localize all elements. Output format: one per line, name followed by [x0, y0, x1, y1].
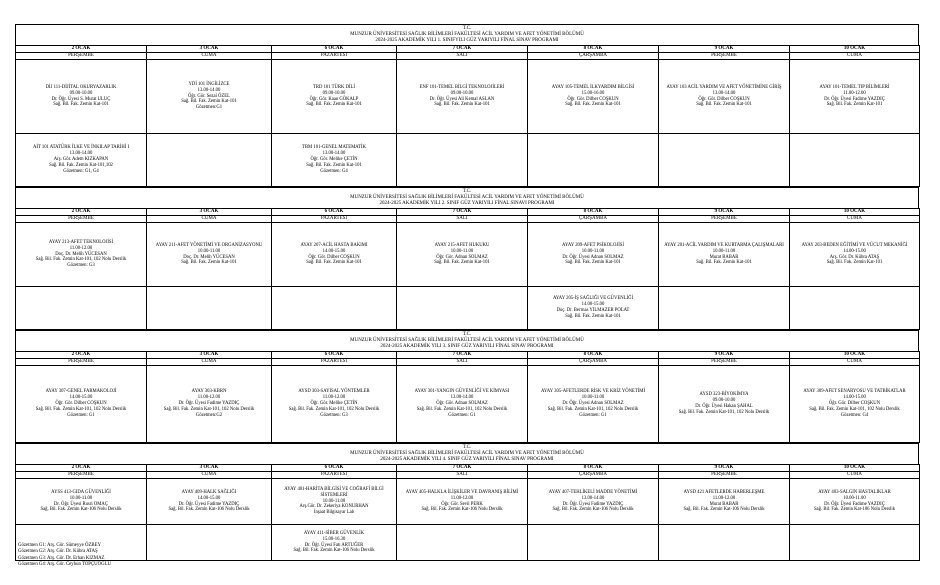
exam-cell — [397, 287, 528, 330]
course-title: AYAY 213-AFET TEKNOLOJİSİ — [48, 239, 114, 245]
exam-detail: Doç. Dr. Melih YÜCESAN — [183, 254, 235, 260]
exam-detail: Sağ. Bil. Fak. Zemin Kat-101, 102 Nolu Derslik — [163, 406, 255, 412]
exam-detail: 10.00-11.00 — [843, 495, 866, 501]
exam-cell — [16, 287, 147, 330]
exam-detail: Sağ. Bil. Fak. Zemin Kat-106 Nolu Derslik — [168, 507, 250, 513]
exam-detail: Sağ. Bil. Fak. Zemin Kat-106 Nolu Derslik — [40, 507, 122, 513]
exam-cell — [272, 134, 397, 187]
exam-detail: 13.00-14.00 — [712, 90, 736, 96]
weekday-cell: CUMA — [790, 53, 920, 60]
course-title: AYAY 211-AFET YÖNETİMİ VE ORGANİZASYONU — [155, 242, 263, 248]
exam-cell — [16, 479, 147, 525]
exam-row — [16, 134, 920, 187]
exam-detail: Dr. Öğr. Üyesi Adnan SOLMAZ — [562, 401, 624, 407]
exam-detail: Sağ. Bil. Fak. Zemin Kat-101, 102 Nolu Derslik — [678, 409, 770, 415]
weekday-cell: PAZARTESİ — [272, 216, 397, 223]
schedule-table — [15, 464, 920, 561]
exam-detail: Dr. Öğr. Üyesi Hakan ŞAHAL — [695, 404, 753, 409]
weekday-cell: ÇARŞAMBA — [528, 472, 659, 479]
exam-detail: Doç. Dr. Melih YÜCESAN — [55, 251, 107, 257]
date-cell: 2 OCAK — [16, 46, 147, 53]
weekday-cell: CUMA — [790, 359, 920, 366]
weekday-cell: PAZARTESİ — [272, 472, 397, 479]
exam-cell — [790, 287, 920, 330]
exam-detail: Öğr. Gör. Kaan GÖKALP — [309, 96, 359, 102]
section-header — [15, 443, 919, 464]
weekday-cell: ÇARŞAMBA — [528, 216, 659, 223]
exam-cell — [397, 223, 528, 287]
exam-cell — [16, 60, 147, 134]
exam-detail: Sağ. Bil. Fak. Zemin Kat-106 Nolu Derslik — [552, 507, 634, 513]
exam-cell — [790, 525, 920, 561]
exam-detail: Arş.Gör. Dr. Zekeriya KONURHAN — [299, 504, 369, 510]
exam-detail: 09.00-10.00 — [450, 90, 474, 96]
course-title: AYSS 413-GIDA GÜVENLİĞİ — [51, 489, 111, 495]
schedule-section — [15, 24, 919, 187]
course-title: AYAY 207-ACİL HASTA BAKIMI — [300, 242, 368, 248]
date-cell: 7 OCAK — [397, 465, 528, 472]
exam-detail: 14.00-15.00 — [322, 248, 346, 254]
exam-detail: 09.00-10.00 — [69, 90, 93, 96]
exam-detail: Sağ. Bil. Fak. Zemin Kat-101 — [696, 260, 752, 266]
exam-cell — [659, 366, 790, 443]
course-title: DİJ 111-DİJİTAL OKURYAZARLIK — [45, 84, 117, 90]
date-cell: 8 OCAK — [528, 352, 659, 359]
exam-schedule-sheet — [15, 24, 919, 561]
weekday-cell: CUMA — [790, 216, 920, 223]
course-title: AYAY 307-GENEL FARMAKOLOJİ — [45, 389, 117, 395]
date-cell: 9 OCAK — [659, 352, 790, 359]
exam-detail: Öğr. Gör. Dilber COŞKUN — [698, 96, 750, 102]
exam-cell — [397, 525, 528, 561]
exam-cell — [272, 60, 397, 134]
schedule-section — [15, 330, 919, 443]
weekday-cell: PAZARTESİ — [272, 359, 397, 366]
weekday-cell: PERŞEMBE — [16, 216, 147, 223]
date-cell: 3 OCAK — [147, 46, 272, 53]
weekday-cell: CUMA — [790, 472, 920, 479]
exam-cell — [147, 60, 272, 134]
header-line: T.C. — [462, 26, 472, 31]
exam-detail: Öğr. Gör. Melike ÇETİN — [310, 157, 358, 163]
exam-detail: Doç. Dr. Berrnas YILMAZER POLAT — [556, 308, 630, 313]
exam-detail: Gözetmen: G3 — [320, 412, 348, 418]
exam-cell — [790, 60, 920, 134]
exam-detail: Gözetmen: G1 — [67, 412, 95, 418]
legend-item: Gözetmen G2: Arş. Gör. Dr. Kübra ATAŞ — [18, 549, 98, 555]
exam-detail: 11.00-12.00 — [450, 495, 474, 501]
exam-detail: Sağ. Bil. Fak. Zemin Kat-106 Nolu Derslik — [813, 507, 896, 513]
weekday-cell: PERŞEMBE — [16, 359, 147, 366]
exam-detail: 15.00-16.30 — [322, 536, 346, 542]
course-title: AYAY 205-İŞ SAĞLIĞI VE GÜVENLİĞİ — [552, 296, 634, 302]
exam-detail: Sağ. Bil. Fak. Zemin Kat-106 Nolu Derslik — [421, 507, 503, 513]
exam-detail: Dr. Öğr. Üyesi Fadime YAZDIÇ — [178, 401, 240, 407]
exam-detail: Öğr. Gör. Dilber COŞKUN — [55, 401, 107, 407]
exam-detail: Dr. Öğr. Üyesi Fadime YAZDIÇ — [824, 501, 885, 507]
exam-detail: Öğr. Gör. Dilber COŞKUN — [308, 254, 360, 260]
exam-cell — [16, 134, 147, 187]
exam-detail: Arş. Gör. Dr. Kübra ATAŞ — [829, 254, 880, 260]
course-title: AYAY 403-SALGIN HASTALIKLAR — [818, 489, 891, 495]
exam-detail: 11.00-12.00 — [843, 90, 866, 96]
date-cell: 2 OCAK — [16, 352, 147, 359]
date-cell: 2 OCAK — [16, 465, 147, 472]
exam-cell — [16, 223, 147, 287]
exam-cell — [790, 366, 920, 443]
exam-detail: Sağ. Bil. Fak. Zemin Kat-101 — [826, 260, 883, 266]
exam-cell — [659, 287, 790, 330]
exam-detail: 13.00-14.00 — [450, 395, 474, 401]
exam-detail: Gözetmen: G1 — [579, 412, 607, 418]
weekday-cell: ÇARŞAMBA — [528, 53, 659, 60]
exam-detail: Öğr. Gör. Melike ÇETİN — [310, 401, 358, 407]
exam-detail: Sağ. Bil. Fak. Zemin Kat-101 — [565, 313, 621, 319]
date-cell: 6 OCAK — [272, 209, 397, 216]
weekday-cell: SALI — [397, 216, 528, 223]
exam-row — [16, 223, 920, 287]
weekday-cell: PERŞEMBE — [659, 359, 790, 366]
exam-detail: 13.00-14.00 — [197, 87, 221, 93]
course-title: AYAY 101-TEMEL TIP BİLİMLERİ — [819, 84, 890, 90]
exam-cell — [272, 479, 397, 525]
section-header — [15, 330, 919, 351]
exam-cell — [790, 134, 920, 187]
exam-detail: Sağ. Bil. Fak. Zemin Kat-101 — [826, 102, 883, 108]
exam-detail: Gözetmen:G2 — [195, 412, 223, 418]
exam-detail: Sağ. Bil. Fak. Zemin Kat-101, 102 Nolu Derslik — [809, 406, 900, 412]
exam-detail: 13.00-14.00 — [322, 151, 346, 157]
exam-detail: Dr. Öğr. Üyesi Fadime YAZDIÇ — [178, 501, 240, 507]
exam-cell — [528, 525, 659, 561]
date-cell: 10 OCAK — [790, 352, 920, 359]
schedule-section — [15, 187, 919, 330]
schedule-table — [15, 45, 920, 187]
exam-detail: Öğr. Gör. Adnan SOLMAZ — [436, 401, 488, 407]
exam-row — [16, 366, 920, 443]
exam-detail: 10.00-11.00 — [322, 498, 346, 504]
weekday-cell: SALI — [397, 53, 528, 60]
exam-detail: 10.00-11.00 — [712, 248, 736, 254]
course-title: AYAY 201-ACİL YARDIM VE KURTARMA ÇALIŞMALARI — [664, 242, 784, 248]
exam-cell — [397, 479, 528, 525]
exam-detail: Sağ. Bil. Fak. Zemin Kat-101 — [181, 99, 237, 105]
date-cell: 9 OCAK — [659, 209, 790, 216]
exam-detail: Öğr. Gör. Adnan SOLMAZ — [436, 254, 488, 260]
exam-cell — [659, 223, 790, 287]
weekday-cell: CUMA — [147, 472, 272, 479]
exam-detail: Gözetmen: G4 — [320, 168, 348, 174]
course-title: AYAY 309-AFET SENARYOSU VE TATBİKATLAR — [803, 389, 906, 395]
course-title: AYSD 323-BİYOKİMYA — [699, 392, 749, 398]
exam-detail: Sağ. Bil. Fak. Zemin Kat-101, 102 Nolu Derslik — [416, 406, 508, 412]
exam-detail: Murat BABAR — [709, 501, 739, 507]
course-title: AYAY 301-YANGIN GÜVENLİĞİ VE KİMYASI — [414, 389, 510, 395]
date-cell: 7 OCAK — [397, 46, 528, 53]
exam-detail: 11.00-12.00 — [322, 395, 346, 401]
header-line: MUNZUR ÜNİVERSİTESİ SAĞLIK BİLİMLERİ FAKÜLTESİ ACİL YARDIM VE AFET YÖNETİMİ BÖLÜMÜ — [350, 195, 584, 200]
exam-cell — [528, 287, 659, 330]
weekday-cell: PERŞEMBE — [16, 53, 147, 60]
exam-cell — [790, 479, 920, 525]
exam-cell — [272, 525, 397, 561]
exam-detail: Öğr. Gör. Dilber COŞKUN — [828, 401, 881, 407]
exam-detail: Sağ. Bil. Fak. Zemin Kat-101, 102 Nolu Derslik — [35, 257, 127, 263]
exam-detail: Gözetmen:G1 — [195, 105, 223, 111]
weekday-cell: PAZARTESİ — [272, 53, 397, 60]
exam-cell — [528, 60, 659, 134]
exam-cell — [272, 287, 397, 330]
exam-detail: Sağ. Bil. Fak. Zemin Kat-101,102 — [49, 162, 113, 168]
exam-detail: Dr. Öğr. Üyesi Fadime YAZDIÇ — [824, 96, 885, 102]
section-header — [15, 187, 919, 208]
weekday-cell: CUMA — [147, 53, 272, 60]
exam-row — [16, 479, 920, 525]
course-title: AYAY 407-TEHLİKELİ MADDE YÖNETİMİ — [548, 489, 638, 495]
exam-cell — [528, 134, 659, 187]
header-line: T.C. — [462, 189, 472, 194]
exam-detail: Dr. Öğr. Üyesi Rusri OMAÇ — [54, 501, 108, 507]
course-title: TRD 101 TÜRK DİLİ — [313, 84, 355, 90]
exam-cell — [790, 223, 920, 287]
exam-detail: Sağ. Bil. Fak. Zemin Kat-101 — [434, 102, 490, 108]
exam-detail: 11.00-12.00 — [197, 395, 221, 401]
header-line: 2024-2025 AKADEMİK YILI 3. SINIF GÜZ YARIYILI FİNAL SINAV PROGRAMI — [380, 344, 554, 349]
exam-detail: Sağ. Bil. Fak. Zemin Kat-106 Nolu Derslik — [683, 507, 765, 513]
exam-detail: Sağ. Bil. Fak. Zemin Kat-101 — [434, 260, 490, 266]
weekday-cell: PERŞEMBE — [659, 472, 790, 479]
weekday-cell: PERŞEMBE — [659, 216, 790, 223]
date-cell: 6 OCAK — [272, 465, 397, 472]
header-line: T.C. — [462, 445, 472, 450]
exam-detail: Sağ. Bil. Fak. Zemin Kat-101, 102 Nolu Derslik — [547, 406, 639, 412]
date-cell: 3 OCAK — [147, 465, 272, 472]
exam-detail: 11.00-12.00 — [712, 495, 736, 501]
exam-cell — [397, 134, 528, 187]
course-title: AYAY 305-AFETLERDE RİSK VE KRİZ YÖNETİMİ — [540, 389, 646, 395]
exam-cell — [528, 223, 659, 287]
exam-cell — [659, 134, 790, 187]
exam-detail: Sağ. Bil. Fak. Zemin Kat-101 — [306, 102, 362, 108]
exam-cell — [147, 525, 272, 561]
exam-detail: Öğr. Gör. Sezai ÖZEL — [187, 93, 231, 99]
exam-detail: 10.00-11.00 — [197, 248, 221, 254]
date-cell: 8 OCAK — [528, 465, 659, 472]
exam-detail: Gözetmen: G4 — [840, 412, 869, 418]
exam-detail: 11.00-12.00 — [69, 245, 93, 251]
exam-cell — [272, 223, 397, 287]
exam-detail: Dr. Öğr. Üyesi Adnan SOLMAZ — [562, 254, 624, 260]
schedule-table — [15, 208, 920, 330]
course-title: AYSD 303-SAYISAL YÖNTEMLER — [298, 389, 370, 395]
exam-detail: 13.00-14.00 — [581, 495, 605, 501]
course-title: AİT 101 ATATÜRK İLKE VE İNKILAP TARİHİ I — [32, 145, 130, 151]
weekday-cell: SALI — [397, 472, 528, 479]
exam-detail: Arş. Gör. Adem KIZKAPAN — [53, 157, 109, 163]
date-cell: 7 OCAK — [397, 352, 528, 359]
weekday-cell: SALI — [397, 359, 528, 366]
date-cell: 9 OCAK — [659, 46, 790, 53]
exam-detail: 15.00-16.00 — [581, 90, 605, 96]
header-line: 2024-2025 AKADEMİK YILI 4. SINIF GÜZ YARIYILI FİNAL SINAV PROGRAMI — [380, 457, 554, 462]
course-title: AYAY 203-BEDEN EĞİTİMİ VE VÜCUT MEKANİĞİ — [801, 242, 908, 248]
legend-item: Gözetmen G3: Arş. Gör. Dr. Erhan KIZMAZ — [18, 555, 105, 561]
course-title: AYAY 405-HALKLA İLİŞKİLER VE DAVRANIŞ BİLİMİ — [405, 489, 519, 495]
exam-detail: Gözetmen: G1, G4 — [63, 168, 99, 174]
date-cell: 6 OCAK — [272, 352, 397, 359]
exam-cell — [147, 479, 272, 525]
exam-detail: 14.00-15.00 — [843, 395, 866, 401]
exam-detail: Öğr. Gör. Sevil PERK — [441, 501, 483, 507]
header-line: MUNZUR ÜNİVERSİTESİ SAĞLIK BİLİMLERİ FAKÜLTESİ ACİL YARDIM VE AFET YÖNETİMİ BÖLÜMÜ — [350, 338, 584, 343]
header-line: 2024-2025 AKADEMİK YILI 1. SINIFYILI GÜZ YARIYILI FİNAL SINAV PROGRAMI — [375, 38, 559, 43]
exam-detail: 14.00-15.00 — [843, 248, 866, 254]
exam-cell — [397, 60, 528, 134]
header-line: 2024-2025 AKADEMİK YILI 2. SINIF GÜZ YARIYILI FİNAL SINAVI PROGRAMI — [379, 201, 555, 206]
exam-cell — [659, 479, 790, 525]
course-title: AYAY 409-HALK SAĞLIĞI — [181, 489, 237, 495]
exam-detail: Sağ. Bil. Fak. Zemin Kat-101, 102 Nolu Derslik — [35, 406, 127, 412]
exam-detail: 10.00-11.00 — [581, 248, 605, 254]
schedule-section — [15, 443, 919, 561]
schedule-table — [15, 351, 920, 443]
header-line: MUNZUR ÜNİVERSİTESİ SAĞLIK BİLİMLERİ FAKÜLTESİ ACİL YARDIM VE AFET YÖNETİMİ BÖLÜMÜ — [350, 32, 584, 37]
course-title: AYAY 303-KBRN — [191, 389, 227, 395]
date-cell: 7 OCAK — [397, 209, 528, 216]
exam-detail: Murat BABAR — [709, 254, 739, 260]
exam-detail: Sağ. Bil. Fak. Zemin Kat-101 — [306, 162, 362, 168]
exam-detail: 10.00-11.00 — [450, 248, 474, 254]
exam-detail: Gözetmen: G3 — [67, 263, 95, 269]
exam-detail: Sağ. Bil. Fak. Zemin Kat-101 — [565, 102, 621, 108]
exam-detail: 14.00-15.00 — [69, 395, 93, 401]
date-cell: 6 OCAK — [272, 46, 397, 53]
legend-item: Gözetmen G4: Arş. Gör. Ceyhun TOPÇUOĞLU — [18, 562, 111, 568]
date-cell: 3 OCAK — [147, 352, 272, 359]
course-title: AYAY 401-HARİTA BİLGİSİ VE COĞRAFİ BİLGİ SİSTEMLERİ — [284, 486, 384, 498]
date-cell: 3 OCAK — [147, 209, 272, 216]
exam-detail: Sağ. Bil. Fak. Zemin Kat-101 — [53, 102, 109, 108]
exam-cell — [147, 366, 272, 443]
proctor-legend — [18, 543, 111, 569]
weekday-cell: ÇARŞAMBA — [528, 359, 659, 366]
legend-item: Gözetmen G1: Arş. Gör. Sümeyye ÖZBEY — [18, 543, 102, 548]
exam-cell — [659, 60, 790, 134]
exam-detail: Gözetmen: G1 — [448, 412, 476, 418]
date-cell: 10 OCAK — [790, 465, 920, 472]
exam-cell — [147, 134, 272, 187]
course-title: AYSD 421 AFETLERDE HABERLEŞME — [683, 489, 765, 495]
exam-detail: Sağ. Bil. Fak. Zemin Kat-101 — [306, 260, 362, 266]
exam-cell — [528, 479, 659, 525]
weekday-cell: PERŞEMBE — [659, 53, 790, 60]
exam-detail: Öğr. Gör. Dilber COŞKUN — [567, 96, 619, 102]
header-line: MUNZUR ÜNİVERSİTESİ SAĞLIK BİLİMLERİ FAKÜLTESİ ACİL YARDIM VE AFET YÖNETİMİ BÖLÜMÜ — [350, 451, 584, 456]
exam-detail: Sağ. Bil. Fak. Zemin Kat-101 — [181, 260, 237, 266]
date-cell: 9 OCAK — [659, 465, 790, 472]
exam-detail: 10.00-11.00 — [581, 395, 605, 401]
exam-detail: 09.00-10.00 — [322, 90, 346, 96]
header-line: T.C. — [462, 332, 472, 337]
section-header — [15, 24, 919, 45]
exam-cell — [147, 287, 272, 330]
course-title: AYAY 411-SİBER GÜVENLİK — [303, 530, 365, 536]
date-cell: 8 OCAK — [528, 46, 659, 53]
course-title: AYAY 103 ACİL YARDIM VE AFET YÖNETİMİNE GİRİŞ — [666, 84, 782, 90]
weekday-cell: CUMA — [147, 359, 272, 366]
exam-detail: Dr. Öğr. Üyesi Fadime YAZDIÇ — [562, 501, 624, 507]
weekday-cell: CUMA — [147, 216, 272, 223]
exam-detail: Sağ. Bil. Fak. Zemin Kat-101 — [696, 102, 752, 108]
exam-detail: 14.00-15.00 — [581, 302, 605, 308]
exam-detail: 10.00-11.00 — [69, 495, 93, 501]
exam-detail: 09.00-10.00 — [712, 398, 736, 404]
exam-detail: Dr. Öğr. Üyesi S. Murat ULUÇ — [51, 96, 111, 102]
date-cell: 10 OCAK — [790, 209, 920, 216]
course-title: AYAY 105-TEMEL İLKYARDIM BİLGİSİ — [551, 84, 635, 90]
exam-detail: 13.00-14.00 — [69, 151, 93, 157]
course-title: AYAY 209-AFET PSİKOLOJİSİ — [562, 242, 624, 248]
exam-detail: Dr. Öğr. Üyesi Ali Kemal ASLAN — [429, 96, 495, 102]
exam-detail: Sağ. Bil. Fak. Zemin Kat-101 — [565, 260, 621, 266]
date-cell: 8 OCAK — [528, 209, 659, 216]
exam-cell — [147, 223, 272, 287]
exam-detail: Dr. Öğr. Üyesi Fatı ARTUĞER — [304, 542, 364, 548]
exam-detail: 14.00-15.00 — [197, 495, 221, 501]
exam-detail: Sağ. Bil. Fak. Zemin Kat-106 Nolu Derslik — [293, 548, 375, 554]
exam-cell — [272, 366, 397, 443]
exam-detail: Sağ. Bil. Fak. Zemin Kat-101, 102 Nolu Derslik — [288, 406, 380, 412]
exam-row — [16, 525, 920, 561]
course-title: YDİ 101 İNGİLİZCE — [188, 81, 230, 87]
weekday-cell: PERŞEMBE — [16, 472, 147, 479]
date-cell: 10 OCAK — [790, 46, 920, 53]
exam-cell — [16, 366, 147, 443]
exam-row — [16, 287, 920, 330]
course-title: ENF 101-TEMEL BİLGİ TEKNOLOJİLERİ — [419, 84, 505, 90]
date-cell: 2 OCAK — [16, 209, 147, 216]
exam-detail: İnşaat Bilgisayar Lab — [313, 510, 355, 516]
exam-cell — [659, 525, 790, 561]
exam-cell — [397, 366, 528, 443]
exam-cell — [528, 366, 659, 443]
course-title: AYAY 215-AFET HUKUKU — [434, 242, 490, 248]
course-title: TBM 101-GENEL MATEMATİK — [302, 145, 366, 151]
exam-row — [16, 60, 920, 134]
